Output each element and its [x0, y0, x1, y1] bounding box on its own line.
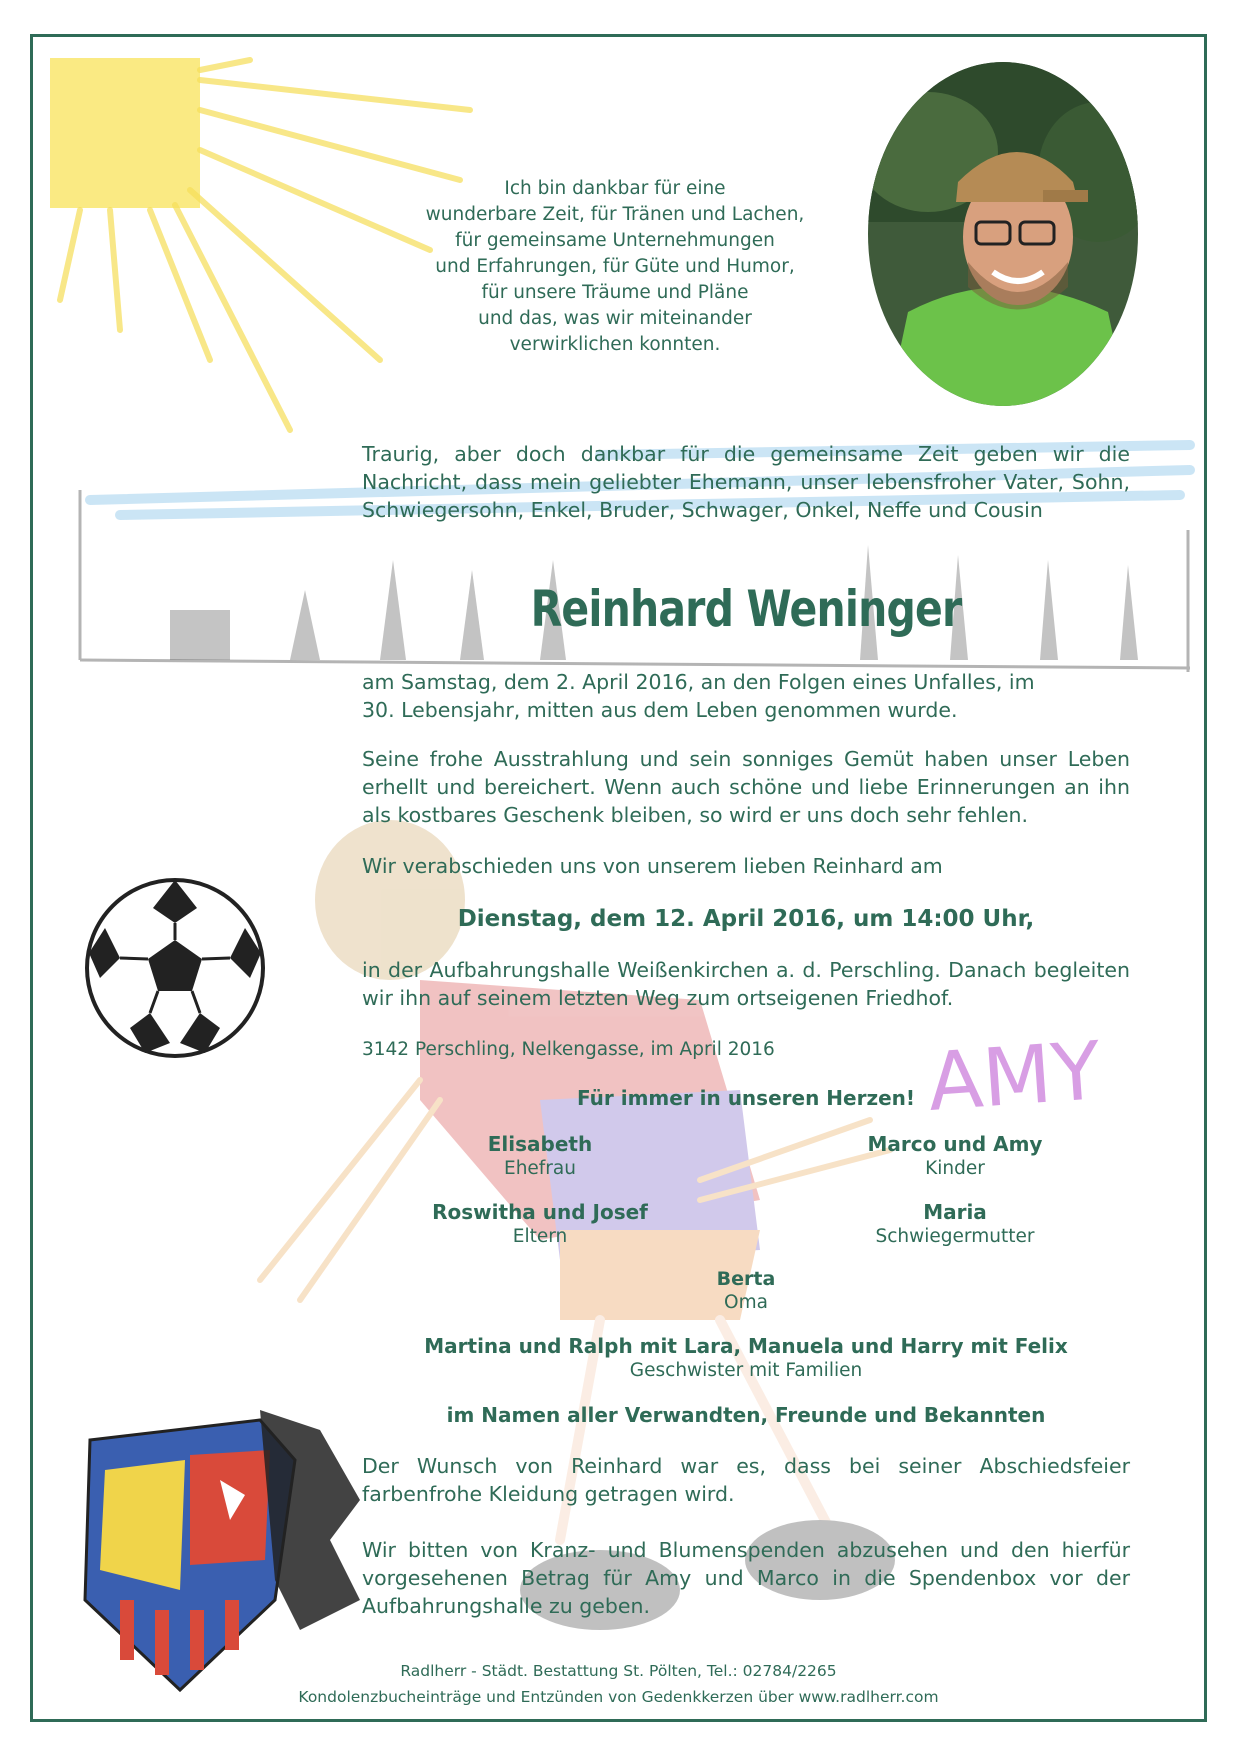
donation-request: Wir bitten von Kranz- und Blumenspenden abzusehen und den hierfür vorgesehenen Betrag für Amy und Marco in die Spendenbox vor der Aufbahrungshalle zu geben. [362, 1538, 1130, 1618]
mourner-mother-in-law [775, 1200, 1135, 1247]
mourner-parents [360, 1200, 720, 1247]
mourner-role: Geschwister mit Familien [629, 1360, 863, 1381]
mourners-others: im Namen aller Verwandten, Freunde und Bekannten [446, 1403, 1046, 1427]
funeral-place: in der Aufbahrungshalle Weißenkirchen a. d. Perschling. Danach begleiten wir ihn auf seinem letzten Weg zum ortseigenen Friedhof. [362, 958, 1130, 1010]
amy-signature: AMY [924, 1024, 1104, 1129]
mourner-wife [360, 1132, 720, 1179]
poem-line: für gemeinsame Unternehmungen [455, 230, 775, 251]
poem-line: Ich bin dankbar für eine [504, 178, 726, 199]
mourner-children [775, 1132, 1135, 1179]
poem-line: und das, was wir miteinander [478, 308, 752, 329]
death-info: am Samstag, dem 2. April 2016, an den Folgen eines Unfalles, im 30. Lebensjahr, mitten aus dem Leben genommen wurde. [362, 670, 1035, 722]
mourner-role: Eltern [512, 1226, 568, 1247]
mourner-name: Roswitha und Josef [432, 1200, 648, 1224]
poem-line: und Erfahrungen, für Güte und Humor, [435, 256, 795, 277]
poem [380, 176, 850, 358]
mourner-role: Oma [724, 1292, 768, 1313]
mourner-name: Berta [716, 1268, 776, 1290]
mourner-role: Schwiegermutter [875, 1226, 1035, 1247]
mourner-role: Kinder [925, 1158, 985, 1179]
clothing-wish: Der Wunsch von Reinhard war es, dass bei seiner Abschiedsfeier farbenfrohe Kleidung getragen wird. [362, 1454, 1130, 1506]
mourner-name: Marco und Amy [867, 1132, 1043, 1156]
mourner-role: Ehefrau [504, 1158, 576, 1179]
mourner-name: Maria [923, 1200, 987, 1224]
funeral-date: Dienstag, dem 12. April 2016, um 14:00 Uhr, [457, 906, 1035, 932]
footer-funeral-home: Radlherr - Städt. Bestattung St. Pölten, Tel.: 02784/2265 [400, 1662, 837, 1680]
mourner-name: Elisabeth [487, 1132, 593, 1156]
poem-line: wunderbare Zeit, für Tränen und Lachen, [425, 204, 805, 225]
mourner-name: Martina und Ralph mit Lara, Manuela und Harry mit Felix [424, 1334, 1068, 1358]
heart-line: Für immer in unseren Herzen! [576, 1086, 916, 1110]
intro-paragraph: Traurig, aber doch dankbar für die gemeinsame Zeit geben wir die Nachricht, dass mein geliebter Ehemann, unser lebensfroher Vater, Sohn, Schwiegersohn, Enkel, Bruder, Schwager, Onkel, Neffe und Cousin [362, 442, 1130, 522]
poem-line: für unsere Träume und Pläne [481, 282, 749, 303]
mourner-siblings [362, 1334, 1130, 1381]
poem-line: verwirklichen konnten. [509, 334, 721, 355]
mourner-grandmother [566, 1268, 926, 1313]
farewell-line: Wir verabschieden uns von unserem lieben Reinhard am [362, 854, 943, 878]
tribute-paragraph: Seine frohe Ausstrahlung und sein sonniges Gemüt haben unser Leben erhellt und bereichert. Wenn auch schöne und liebe Erinnerungen an ihn als kostbares Geschenk bleiben, so wird er uns doch sehr fehlen. [362, 747, 1130, 827]
portrait-photo [868, 62, 1138, 406]
footer-condolence: Kondolenzbucheinträge und Entzünden von Gedenkkerzen über www.radlherr.com [298, 1688, 939, 1706]
location-date: 3142 Perschling, Nelkengasse, im April 2016 [362, 1039, 775, 1060]
deceased-name: Reinhard Weninger [530, 580, 962, 638]
